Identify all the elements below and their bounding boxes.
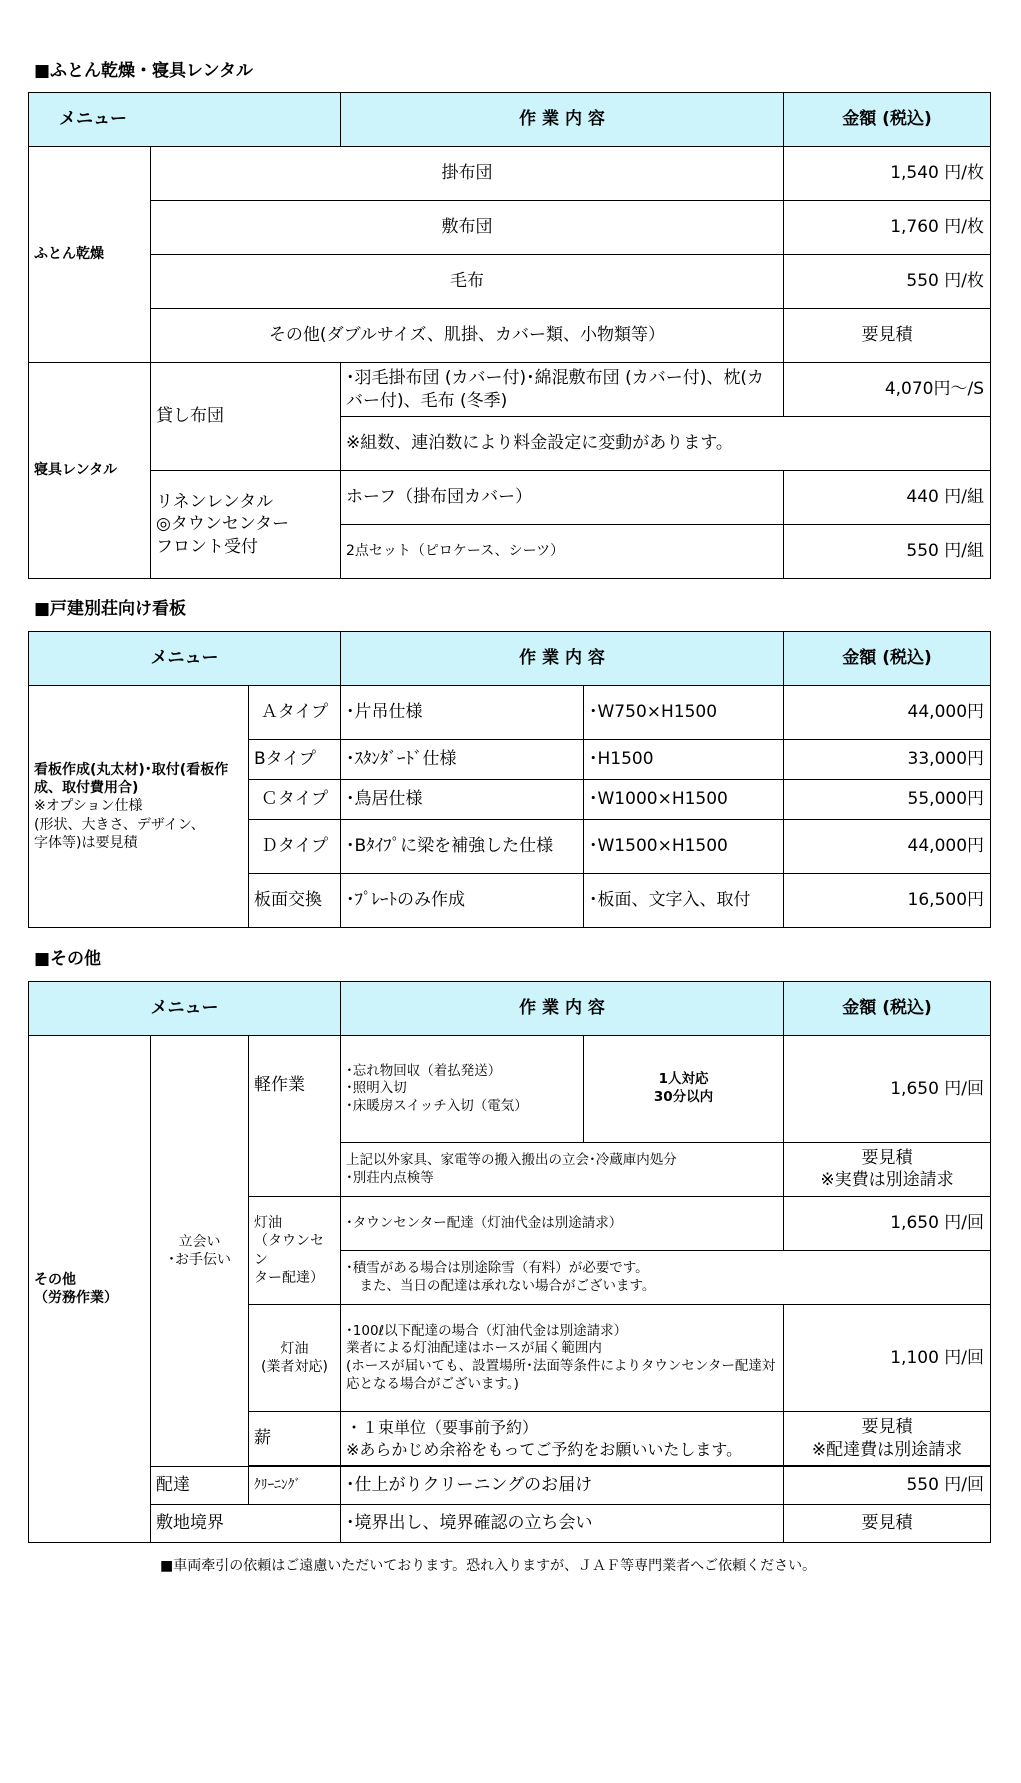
linen-price: 440 円/組: [784, 471, 991, 525]
sign-label-note: ※オプション仕様 (形状、大きさ、デザイン、 字体等)は要見積: [34, 798, 205, 851]
lend-work: ･羽毛掛布団 (カバー付)･綿混敷布団 (カバー付)、枕(カバー付)、毛布 (冬季): [341, 363, 784, 417]
section-heading-other: ■その他: [34, 949, 102, 969]
header-price: 金額 (税込): [784, 632, 991, 686]
wood-work: ・１束単位（要事前予約） ※あらかじめ余裕をもってご予約をお願いいたします。: [341, 1412, 784, 1466]
header-menu: メニュー: [29, 632, 341, 686]
sign-type: Ｄタイプ: [249, 820, 341, 874]
rental-label: 寝具レンタル: [29, 363, 151, 579]
light-work-limit: 1人対応 30分以内: [584, 1036, 784, 1143]
futon-work: 毛布: [151, 255, 784, 309]
sign-label-bold: 看板作成(丸太材)･取付(看板作成、取付費用合): [34, 762, 229, 797]
sign-spec: ･片吊仕様: [341, 686, 584, 740]
boundary-label: 敷地境界: [151, 1505, 341, 1543]
linen-work: 2点セット（ピロケース、シーツ）: [341, 525, 784, 579]
light-work-items: ･忘れ物回収（着払発送） ･照明入切 ･床暖房スイッチ入切（電気）: [341, 1036, 584, 1143]
sign-type: Ａタイプ: [249, 686, 341, 740]
oil-town-label: 灯油 （タウンセン ター配達）: [249, 1197, 341, 1305]
light-work-label: 軽作業: [249, 1036, 341, 1197]
futon-work: その他(ダブルサイズ、肌掛、カバー類、小物類等）: [151, 309, 784, 363]
sign-spec: ･ｽﾀﾝﾀﾞｰﾄﾞ仕様: [341, 740, 584, 780]
footnote: ■車両牽引の依頼はご遠慮いただいております。恐れ入りますが、ＪＡＦ等専門業者へご依頼ください。: [160, 1558, 817, 1574]
sign-type: Ｃタイプ: [249, 780, 341, 820]
sign-type: 板面交換: [249, 874, 341, 928]
delivery-price: 550 円/回: [784, 1467, 991, 1505]
futon-table: [28, 92, 991, 579]
section-heading-futon: ■ふとん乾燥・寝具レンタル: [34, 61, 253, 81]
light-work-price: 1,650 円/回: [784, 1036, 991, 1143]
section-heading-sign: ■戸建別荘向け看板: [34, 599, 187, 619]
delivery-sub: ｸﾘｰﾆﾝｸﾞ: [249, 1467, 341, 1505]
wood-price: 要見積 ※配達費は別途請求: [784, 1412, 991, 1466]
lend-label: 貸し布団: [151, 363, 341, 471]
sign-price: 44,000円: [784, 820, 991, 874]
sign-spec: ･ﾌﾟﾚｰﾄのみ作成: [341, 874, 584, 928]
futon-price: 1,540 円/枚: [784, 147, 991, 201]
oil-vendor-label: 灯油 (業者対応): [249, 1305, 341, 1412]
header-menu: メニュー: [29, 982, 341, 1036]
header-price: 金額 (税込): [784, 982, 991, 1036]
futon-dry-label: ふとん乾燥: [29, 147, 151, 363]
other-table: [28, 981, 991, 1543]
futon-price: 550 円/枚: [784, 255, 991, 309]
sign-size: ･W1500×H1500: [584, 820, 784, 874]
oil-vendor-price: 1,100 円/回: [784, 1305, 991, 1412]
futon-work: 掛布団: [151, 147, 784, 201]
sign-size: ･H1500: [584, 740, 784, 780]
linen-work: ホーフ（掛布団カバー）: [341, 471, 784, 525]
sign-price: 33,000円: [784, 740, 991, 780]
boundary-price: 要見積: [784, 1505, 991, 1543]
light-work-other: 上記以外家具、家電等の搬入搬出の立会･冷蔵庫内処分 ･別荘内点検等: [341, 1143, 784, 1197]
linen-price: 550 円/組: [784, 525, 991, 579]
sign-table: [28, 631, 991, 928]
assist-label: 立会い ･お手伝い: [151, 1036, 249, 1467]
linen-label: リネンレンタル ◎タウンセンター フロント受付: [151, 471, 341, 579]
header-menu: メニュー: [29, 93, 341, 147]
oil-town-price: 1,650 円/回: [784, 1197, 991, 1251]
sign-size: ･板面、文字入、取付: [584, 874, 784, 928]
oil-town-work: ･タウンセンター配達（灯油代金は別途請求）: [341, 1197, 784, 1251]
header-work: 作 業 内 容: [341, 632, 784, 686]
lend-note: ※組数、連泊数により料金設定に変動があります。: [341, 417, 991, 471]
light-work-other-price: 要見積 ※実費は別途請求: [784, 1143, 991, 1197]
sign-price: 16,500円: [784, 874, 991, 928]
oil-town-note: ･積雪がある場合は別途除雪（有料）が必要です。 また、当日の配達は承れない場合がございます。: [341, 1251, 991, 1305]
other-label: その他 （労務作業）: [29, 1036, 151, 1543]
futon-work: 敷布団: [151, 201, 784, 255]
wood-label: 薪: [249, 1412, 341, 1466]
delivery-work: ･仕上がりクリーニングのお届け: [341, 1467, 784, 1505]
futon-price: 要見積: [784, 309, 991, 363]
boundary-work: ･境界出し、境界確認の立ち会い: [341, 1505, 784, 1543]
delivery-label: 配達: [151, 1467, 249, 1505]
sign-size: ･W1000×H1500: [584, 780, 784, 820]
header-work: 作 業 内 容: [341, 982, 784, 1036]
sign-spec: ･Bﾀｲﾌﾟに梁を補強した仕様: [341, 820, 584, 874]
futon-price: 1,760 円/枚: [784, 201, 991, 255]
sign-spec: ･鳥居仕様: [341, 780, 584, 820]
oil-vendor-work: ･100ℓ以下配達の場合（灯油代金は別途請求） 業者による灯油配達はホースが届く範囲内 (ホースが届いても、設置場所･法面等条件によりタウンセンター配達対応となる場合がございます。): [341, 1305, 784, 1412]
sign-price: 44,000円: [784, 686, 991, 740]
header-price: 金額 (税込): [784, 93, 991, 147]
sign-price: 55,000円: [784, 780, 991, 820]
sign-label: [29, 686, 249, 928]
sign-size: ･W750×H1500: [584, 686, 784, 740]
sign-type: Bタイプ: [249, 740, 341, 780]
header-work: 作 業 内 容: [341, 93, 784, 147]
lend-price: 4,070円～/S: [784, 363, 991, 417]
